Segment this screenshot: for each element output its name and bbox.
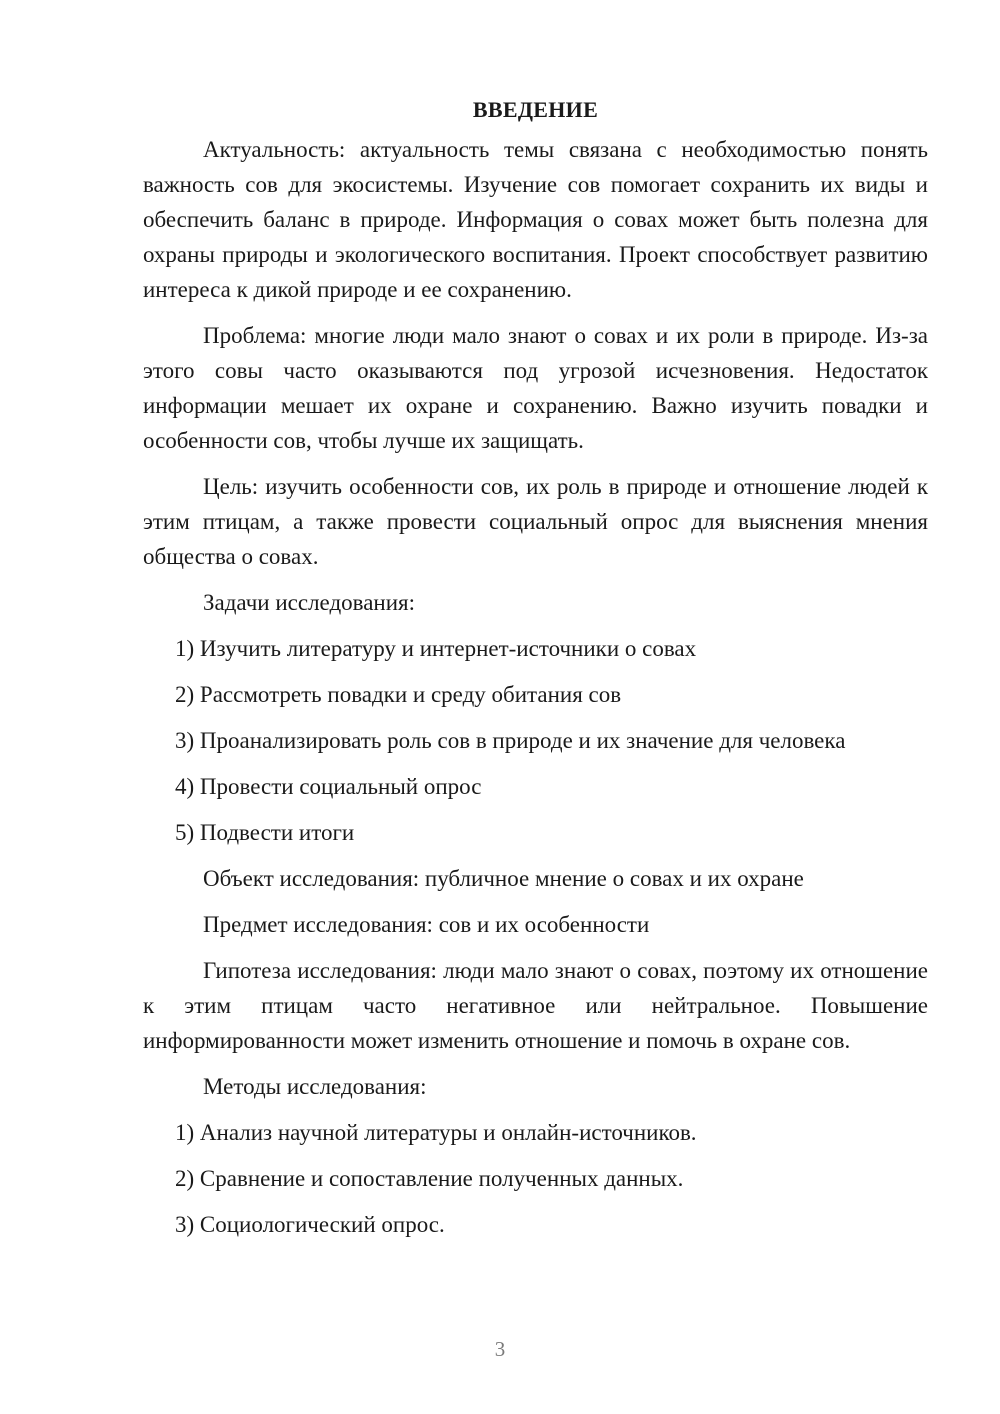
- task-item: 3) Проанализировать роль сов в природе и их значение для человека: [175, 728, 846, 753]
- page-number: 3: [494, 1337, 506, 1361]
- methods-list: [143, 1115, 928, 1242]
- method-item: 1) Анализ научной литературы и онлайн-источников.: [175, 1120, 697, 1145]
- page-content: [143, 92, 928, 1253]
- task-item: 5) Подвести итоги: [175, 820, 355, 845]
- problem-paragraph: Проблема: многие люди мало знают о совах и их роли в природе. Из-за этого совы часто оказываются под угрозой исчезновения. Недостаток информации мешает их охране и сохранению. Важно изучить повадки и особенности сов, чтобы лучше их защищать.: [143, 323, 928, 453]
- relevance-paragraph: Актуальность: актуальность темы связана с необходимостью понять важность сов для экосистемы. Изучение сов помогает сохранить их виды и обеспечить баланс в природе. Информация о совах может быть полезна для охраны природы и экологического воспитания. Проект способствует развитию интереса к дикой природе и ее сохранению.: [143, 137, 928, 302]
- method-item: 3) Социологический опрос.: [175, 1212, 445, 1237]
- research-subject: Предмет исследования: сов и их особенности: [203, 912, 650, 937]
- tasks-list: [143, 631, 928, 850]
- goal-paragraph: Цель: изучить особенности сов, их роль в природе и отношение людей к этим птицам, а также провести социальный опрос для выяснения мнения общества о совах.: [143, 474, 928, 569]
- hypothesis-paragraph: Гипотеза исследования: люди мало знают о совах, поэтому их отношение к этим птицам часто негативное или нейтральное. Повышение информированности может изменить отношение и помочь в охране сов.: [143, 958, 928, 1053]
- method-item: 2) Сравнение и сопоставление полученных данных.: [175, 1166, 684, 1191]
- task-item: 1) Изучить литературу и интернет-источники о совах: [175, 636, 697, 661]
- task-item: 2) Рассмотреть повадки и среду обитания сов: [175, 682, 622, 707]
- task-item: 4) Провести социальный опрос: [175, 774, 482, 799]
- tasks-heading: Задачи исследования:: [203, 590, 416, 615]
- research-object: Объект исследования: публичное мнение о совах и их охране: [203, 866, 804, 891]
- section-title: ВВЕДЕНИЕ: [472, 97, 599, 122]
- methods-heading: Методы исследования:: [203, 1074, 427, 1099]
